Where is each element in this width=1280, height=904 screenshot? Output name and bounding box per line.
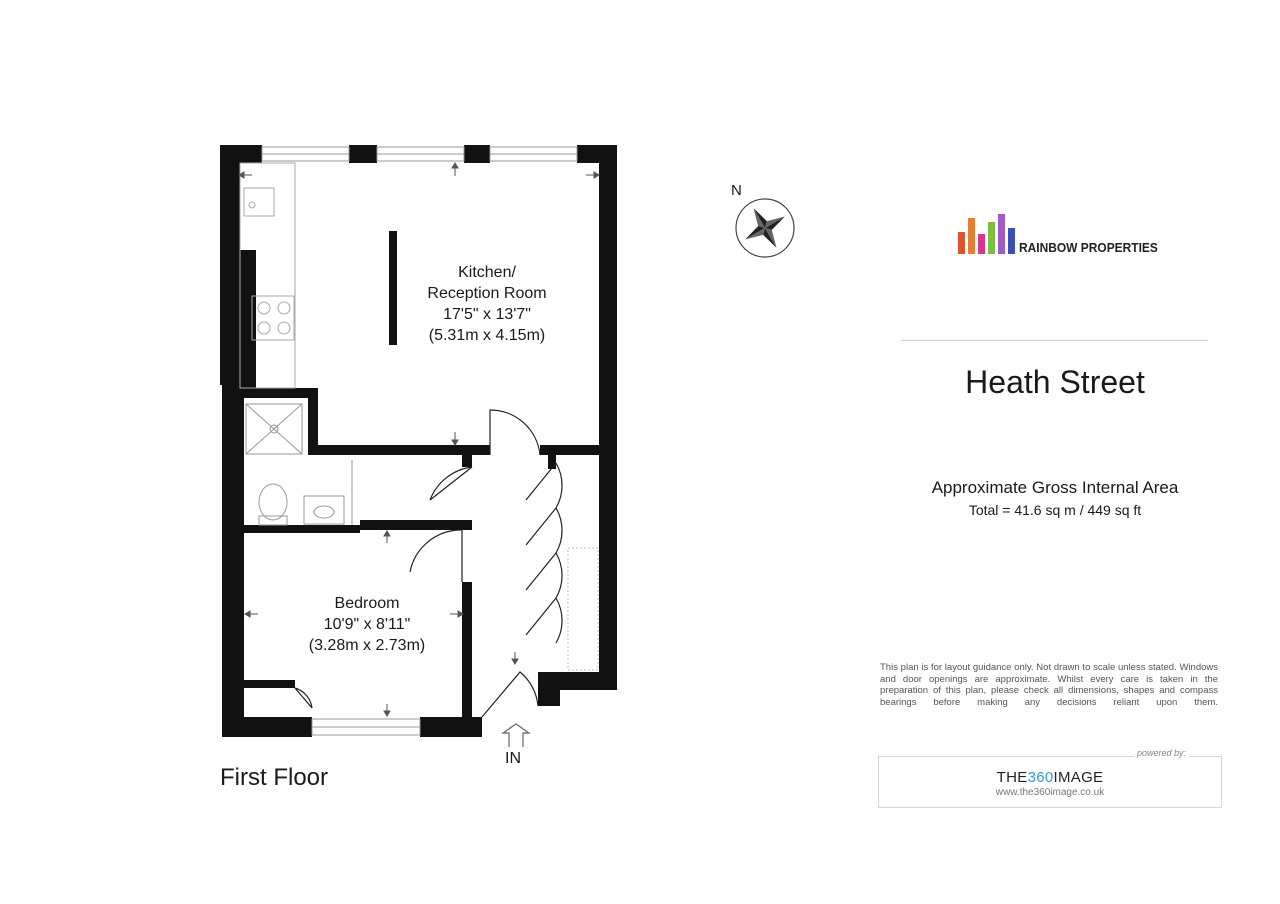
room-dimensions-metric: (5.31m x 4.15m) xyxy=(428,327,546,344)
entrance-label: IN xyxy=(505,750,521,767)
brand-name xyxy=(879,769,1221,786)
wall-north-pier-2 xyxy=(464,145,490,163)
wall-bedroom-north xyxy=(360,520,472,530)
wall-south-east-step xyxy=(538,672,560,706)
agent-logo xyxy=(958,212,1168,260)
room-label-bedroom xyxy=(287,593,447,656)
wall-bathroom-east xyxy=(308,388,318,452)
wall-south-mid xyxy=(420,717,482,737)
room-label-kitchen xyxy=(407,262,567,346)
door-bedroom xyxy=(410,530,462,582)
logo-bar xyxy=(958,232,965,254)
wall-kitchen-south-right xyxy=(540,445,600,455)
powered-by-label: powered by: xyxy=(1134,748,1189,758)
wall-bathroom-north xyxy=(240,388,318,398)
brand-url: www.the360image.co.uk xyxy=(995,787,1105,798)
wall-east-lower xyxy=(599,450,617,690)
logo-bar xyxy=(1008,228,1015,254)
rainbow-bars-icon xyxy=(958,212,1018,254)
logo-bar xyxy=(978,234,985,254)
area-heading: Approximate Gross Internal Area xyxy=(931,478,1179,497)
sink xyxy=(244,188,274,216)
compass-north-label: N xyxy=(731,182,742,199)
divider xyxy=(902,340,1208,341)
kitchen-partition xyxy=(389,231,397,345)
toilet xyxy=(259,484,287,520)
hall-cupboard xyxy=(568,548,598,670)
wall-south-left xyxy=(222,717,312,737)
logo-bar xyxy=(998,214,1005,254)
entrance-arrow-icon xyxy=(503,724,529,747)
wall-south-east xyxy=(555,672,617,690)
door-store-1 xyxy=(526,463,562,508)
logo-bar xyxy=(988,222,995,254)
wall-north-left xyxy=(220,145,262,163)
room-name: Reception Room xyxy=(427,285,547,302)
agent-name: RAINBOW PROPERTIES xyxy=(1019,240,1158,255)
brand-prefix: THE xyxy=(996,769,1028,786)
door-entrance xyxy=(482,672,538,717)
room-name: Bedroom xyxy=(334,595,400,612)
brand-suffix: IMAGE xyxy=(1053,769,1104,786)
door-store-4 xyxy=(526,598,562,643)
room-dimensions-imperial: 10'9" x 8'11" xyxy=(323,616,411,633)
floor-name: First Floor xyxy=(220,764,328,791)
wall-east-upper xyxy=(599,145,617,455)
wall-hall-west-bottom xyxy=(462,582,472,722)
brand-accent: 360 xyxy=(1027,769,1054,786)
door-bathroom xyxy=(430,467,472,500)
cupboard-wall xyxy=(240,680,295,688)
wall-hall-east-top xyxy=(548,455,556,469)
area-total: Total = 41.6 sq m / 449 sq ft xyxy=(968,502,1142,518)
wall-bathroom-south xyxy=(240,525,360,533)
powered-by-box xyxy=(878,748,1222,808)
logo-bar xyxy=(968,218,975,254)
disclaimer: This plan is for layout guidance only. Not drawn to scale unless stated. Windows and door openings are approximate. Whilst every care is taken in the preparation of this plan, please check all dimensions, shapes and compass bearings before making any decisions reliant upon them. xyxy=(880,662,1218,708)
wall-north-pier-1 xyxy=(349,145,377,163)
room-name: Kitchen/ xyxy=(458,264,516,281)
hob xyxy=(252,296,294,340)
wall-hall-west-top xyxy=(462,455,472,467)
room-dimensions-metric: (3.28m x 2.73m) xyxy=(308,637,426,654)
basin xyxy=(304,496,344,524)
property-title: Heath Street xyxy=(965,364,1145,400)
door-cupboard xyxy=(295,688,312,708)
wall-west-upper-notch xyxy=(236,250,256,390)
door-store-3 xyxy=(526,553,562,598)
door-kitchen xyxy=(490,410,540,455)
room-dimensions-imperial: 17'5" x 13'7" xyxy=(443,306,531,323)
wall-kitchen-south-left xyxy=(308,445,490,455)
compass-icon xyxy=(736,199,794,257)
door-store-2 xyxy=(526,508,562,553)
